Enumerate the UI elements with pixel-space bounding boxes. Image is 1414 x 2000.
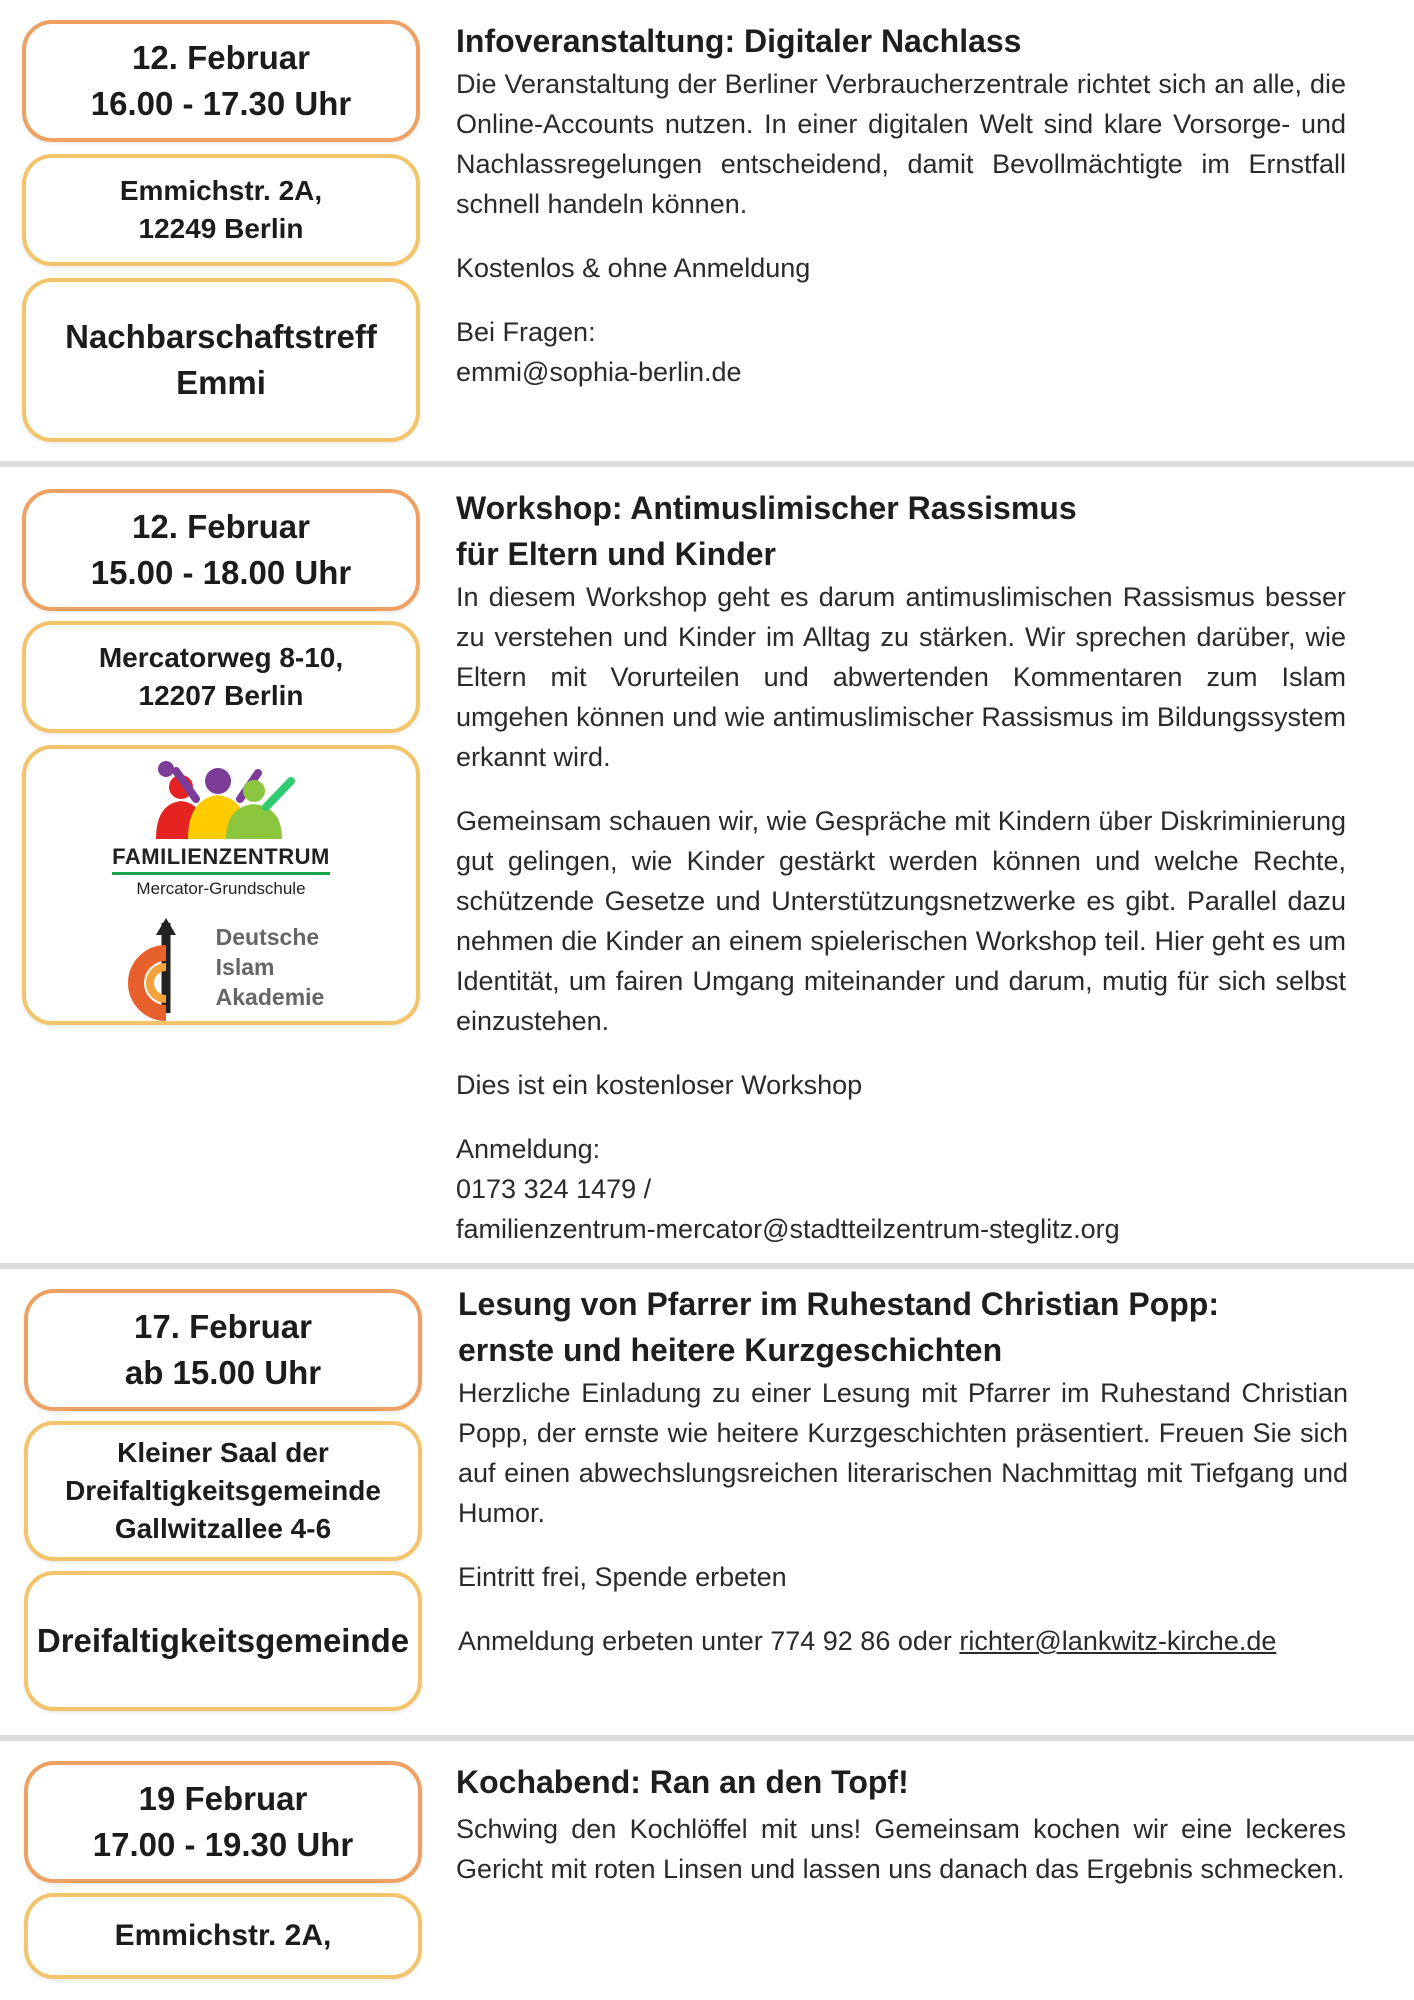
event-content bbox=[456, 485, 1346, 1249]
event-title: Infoveranstaltung: Digitaler Nachlass bbox=[456, 23, 1022, 59]
event-title: Kochabend: Ran an den Topf! bbox=[456, 1764, 909, 1800]
event-address-box bbox=[24, 1421, 422, 1561]
event-logos-box bbox=[22, 745, 420, 1025]
event-description: Gemeinsam schauen wir, wie Gespräche mit Kindern über Diskriminierung gut gelingen, wie Kinder gestärkt werden können und welche Rechte, schützende Gesetze und Unterstützungsnetzwerke es gibt. Parallel dazu nehmen die Kinder an einem spielerischen Workshop teil. Hier geht es um Identität, um fairen Umgang miteinander und darum, mutig für sich selbst einzustehen. bbox=[456, 806, 1346, 1036]
event-contact bbox=[456, 312, 1346, 392]
event-organizer-box bbox=[24, 1571, 422, 1711]
familienzentrum-name: FAMILIENZENTRUM bbox=[112, 844, 330, 875]
event-card bbox=[0, 1269, 1414, 1735]
address-line: Gallwitzallee 4-6 bbox=[114, 1513, 332, 1544]
familienzentrum-sub: Mercator-Grundschule bbox=[136, 879, 306, 898]
event-time: 15.00 - 18.00 Uhr bbox=[90, 554, 352, 591]
event-price: Dies ist ein kostenloser Workshop bbox=[456, 1070, 863, 1100]
event-card bbox=[0, 0, 1414, 462]
address-line: Dreifaltigkeitsgemeinde bbox=[65, 1475, 381, 1506]
address-line: Kleiner Saal der bbox=[117, 1437, 329, 1468]
event-content bbox=[458, 1281, 1348, 1661]
event-time: 16.00 - 17.30 Uhr bbox=[90, 85, 352, 122]
registration-label: Anmeldung: bbox=[456, 1134, 601, 1164]
event-time: 17.00 - 19.30 Uhr bbox=[92, 1826, 354, 1863]
registration-email[interactable]: familienzentrum-mercator@stadtteilzentrum-steglitz.org bbox=[456, 1214, 1120, 1244]
event-address-box bbox=[22, 621, 420, 733]
event-date: 12. Februar bbox=[132, 508, 310, 545]
event-address-box bbox=[22, 154, 420, 266]
contact-email[interactable]: emmi@sophia-berlin.de bbox=[456, 357, 742, 387]
event-title-line: Lesung von Pfarrer im Ruhestand Christian Popp: bbox=[458, 1286, 1219, 1322]
organizer-name: Dreifaltigkeitsgemeinde bbox=[36, 1622, 410, 1659]
event-content bbox=[456, 1759, 1346, 1889]
event-registration bbox=[458, 1621, 1348, 1661]
event-date: 12. Februar bbox=[132, 39, 310, 76]
address-line: Emmichstr. 2A, bbox=[119, 175, 323, 206]
family-figures-icon bbox=[126, 759, 316, 839]
event-card bbox=[0, 1741, 1414, 2000]
organizer-name: Nachbarschaftstreff bbox=[65, 318, 377, 355]
dia-name: Akademie bbox=[215, 984, 325, 1010]
dia-name: Islam bbox=[215, 954, 275, 980]
event-date-box bbox=[22, 489, 420, 611]
event-description: Schwing den Kochlöffel mit uns! Gemeinsam kochen wir eine leckeres Gericht mit roten Linsen und lassen uns danach das Ergebnis schmecken. bbox=[456, 1814, 1346, 1884]
address-line: Emmichstr. 2A, bbox=[114, 1919, 332, 1952]
event-description: In diesem Workshop geht es darum antimuslimischen Rassismus besser zu verstehen und Kinder im Alltag zu stärken. Wir sprechen darüber, wie Eltern mit Vorurteilen und abwertenden Kommentaren zum Islam umgehen können und wie antimuslimischer Rassismus im Bildungssystem erkannt wird. bbox=[456, 582, 1346, 772]
event-organizer-box bbox=[22, 278, 420, 442]
event-registration bbox=[456, 1129, 1346, 1249]
event-title bbox=[458, 1281, 1348, 1373]
event-content bbox=[456, 18, 1346, 392]
event-date: 17. Februar bbox=[134, 1308, 312, 1345]
familienzentrum-logo bbox=[112, 759, 330, 899]
event-date: 19 Februar bbox=[138, 1780, 308, 1817]
event-title-line: ernste und heitere Kurzgeschichten bbox=[458, 1332, 1003, 1368]
event-address-box bbox=[24, 1893, 422, 1979]
event-time: ab 15.00 Uhr bbox=[124, 1354, 322, 1391]
registration-phone[interactable]: 0173 324 1479 / bbox=[456, 1174, 652, 1204]
dia-logo-icon bbox=[118, 913, 208, 1021]
event-price: Kostenlos & ohne Anmeldung bbox=[456, 253, 811, 283]
event-title-line: für Eltern und Kinder bbox=[456, 536, 776, 572]
address-line: Mercatorweg 8-10, bbox=[98, 642, 344, 673]
organizer-name: Emmi bbox=[176, 364, 266, 401]
address-line: 12249 Berlin bbox=[138, 213, 304, 244]
registration-email-link[interactable]: richter@lankwitz-kirche.de bbox=[959, 1626, 1277, 1656]
dia-name: Deutsche bbox=[215, 924, 320, 950]
event-title bbox=[456, 485, 1346, 577]
event-price: Eintritt frei, Spende erbeten bbox=[458, 1562, 787, 1592]
event-date-box bbox=[24, 1289, 422, 1411]
event-date-box bbox=[22, 20, 420, 142]
event-description: Die Veranstaltung der Berliner Verbraucherzentrale richtet sich an alle, die Online-Accounts nutzen. In einer digitalen Welt sind klare Vorsorge- und Nachlassregelungen entscheidend, damit Bevollmächtigte im Ernstfall schnell handeln können. bbox=[456, 69, 1346, 219]
address-line: 12207 Berlin bbox=[138, 680, 304, 711]
event-card bbox=[0, 467, 1414, 1263]
registration-text: Anmeldung erbeten unter 774 92 86 oder bbox=[458, 1626, 960, 1656]
deutsche-islam-akademie-logo bbox=[118, 913, 325, 1021]
contact-label: Bei Fragen: bbox=[456, 317, 596, 347]
event-date-box bbox=[24, 1761, 422, 1883]
event-description: Herzliche Einladung zu einer Lesung mit Pfarrer im Ruhestand Christian Popp, der ernste wie heitere Kurzgeschichten präsentiert. Freuen Sie sich auf einen abwechslungsreichen literarischen Nachmittag mit Tiefgang und Humor. bbox=[458, 1378, 1348, 1528]
event-title-line: Workshop: Antimuslimischer Rassismus bbox=[456, 490, 1077, 526]
